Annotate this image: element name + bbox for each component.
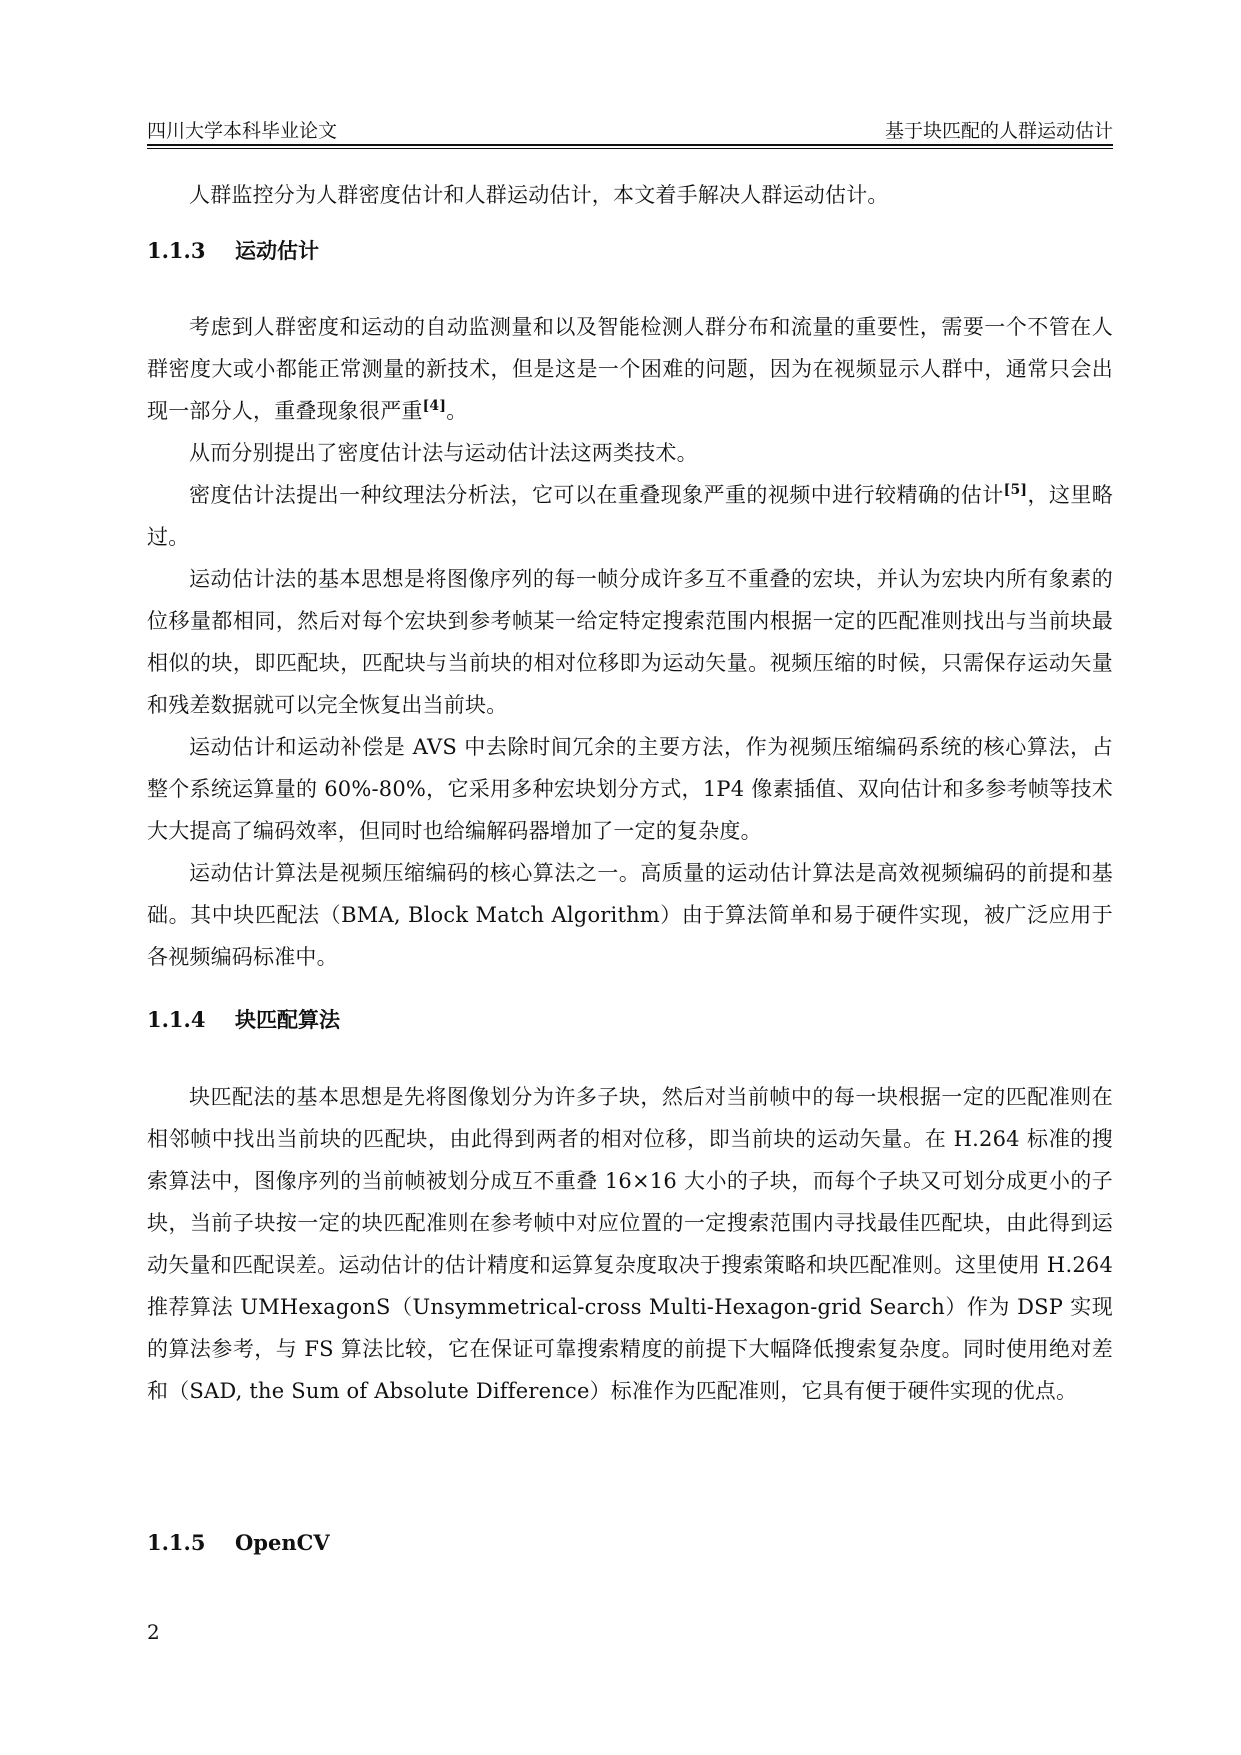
header-thesis-label: 四川大学本科毕业论文: [147, 120, 338, 142]
page-number: 2: [147, 1620, 160, 1644]
citation-ref: [5]: [1003, 482, 1028, 498]
running-header: [147, 118, 1113, 144]
section-title: 块匹配算法: [235, 1007, 340, 1032]
header-thesis-title: 基于块匹配的人群运动估计: [884, 120, 1113, 142]
header-rule-thick: [147, 144, 1113, 146]
paragraph-1-1-3-c: [147, 474, 1113, 558]
paragraph-1-1-3-e: 运动估计和运动补偿是 AVS 中去除时间冗余的主要方法，作为视频压缩编码系统的核心算法，占整个系统运算量的 60%-80%，它采用多种宏块划分方式，1P4 像素插值、双向估计和多参考帧等技术大大提高了编码效率，但同时也给编解码器增加了一定的复杂度。: [147, 735, 1113, 843]
section-number: 1.1.4: [147, 1007, 206, 1032]
section-title: 运动估计: [235, 238, 319, 263]
section-title: OpenCV: [235, 1530, 330, 1555]
section-heading-1-1-3: [147, 236, 319, 266]
paragraph-end: 。: [446, 399, 468, 423]
paragraph-1-1-3-d: 运动估计法的基本思想是将图像序列的每一帧分成许多互不重叠的宏块，并认为宏块内所有象素的位移量都相同，然后对每个宏块到参考帧某一给定特定搜索范围内根据一定的匹配准则找出与当前块最相似的块，即匹配块，匹配块与当前块的相对位移即为运动矢量。视频压缩的时候，只需保存运动矢量和残差数据就可以完全恢复出当前块。: [147, 567, 1113, 717]
paragraph-1-1-3-b: 从而分别提出了密度估计法与运动估计法这两类技术。: [189, 441, 698, 465]
paragraph-1-1-4: 块匹配法的基本思想是先将图像划分为许多子块，然后对当前帧中的每一块根据一定的匹配准则在相邻帧中找出当前块的匹配块，由此得到两者的相对位移，即当前块的运动矢量。在 H.264 标准的搜索算法中，图像序列的当前帧被划分成互不重叠 16×16 大小的子块，而每个子块又可划分成更小的子块，当前子块按一定的块匹配准则在参考帧中对应位置的一定搜索范围内寻找最佳匹配块，由此得到运动矢量和匹配误差。运动估计的估计精度和运算复杂度取决于搜索策略和块匹配准则。这里使用 H.264 推荐算法 UMHexagonS（Unsymmetrical-cross Multi-Hexagon-grid Search）作为 DSP 实现的算法参考，与 FS 算法比较，它在保证可靠搜索精度的前提下大幅降低搜索复杂度。同时使用绝对差和（SAD, the Sum of Absolute Difference）标准作为匹配准则，它具有便于硬件实现的优点。: [147, 1085, 1113, 1403]
paragraph-1-1-3-a: [147, 306, 1113, 432]
paragraph-end: ，这里略过。: [147, 483, 1113, 549]
section-heading-1-1-4: [147, 1005, 340, 1035]
citation-ref: [4]: [422, 398, 447, 414]
paragraph-1-1-3-f: 运动估计算法是视频压缩编码的核心算法之一。高质量的运动估计算法是高效视频编码的前提和基础。其中块匹配法（BMA, Block Match Algorithm）由于算法简单和易于硬件实现，被广泛应用于各视频编码标准中。: [147, 861, 1113, 969]
header-rule-thin: [147, 148, 1113, 149]
section-number: 1.1.3: [147, 238, 206, 263]
paragraph-text: 密度估计法提出一种纹理法分析法，它可以在重叠现象严重的视频中进行较精确的估计: [189, 483, 1004, 507]
paragraph-text: 考虑到人群密度和运动的自动监测量和以及智能检测人群分布和流量的重要性，需要一个不管在人群密度大或小都能正常测量的新技术，但是这是一个困难的问题，因为在视频显示人群中，通常只会出现一部分人，重叠现象很严重: [147, 315, 1113, 423]
section-number: 1.1.5: [147, 1530, 206, 1555]
section-heading-1-1-5: [147, 1528, 330, 1558]
intro-paragraph: 人群监控分为人群密度估计和人群运动估计，本文着手解决人群运动估计。: [189, 183, 889, 207]
